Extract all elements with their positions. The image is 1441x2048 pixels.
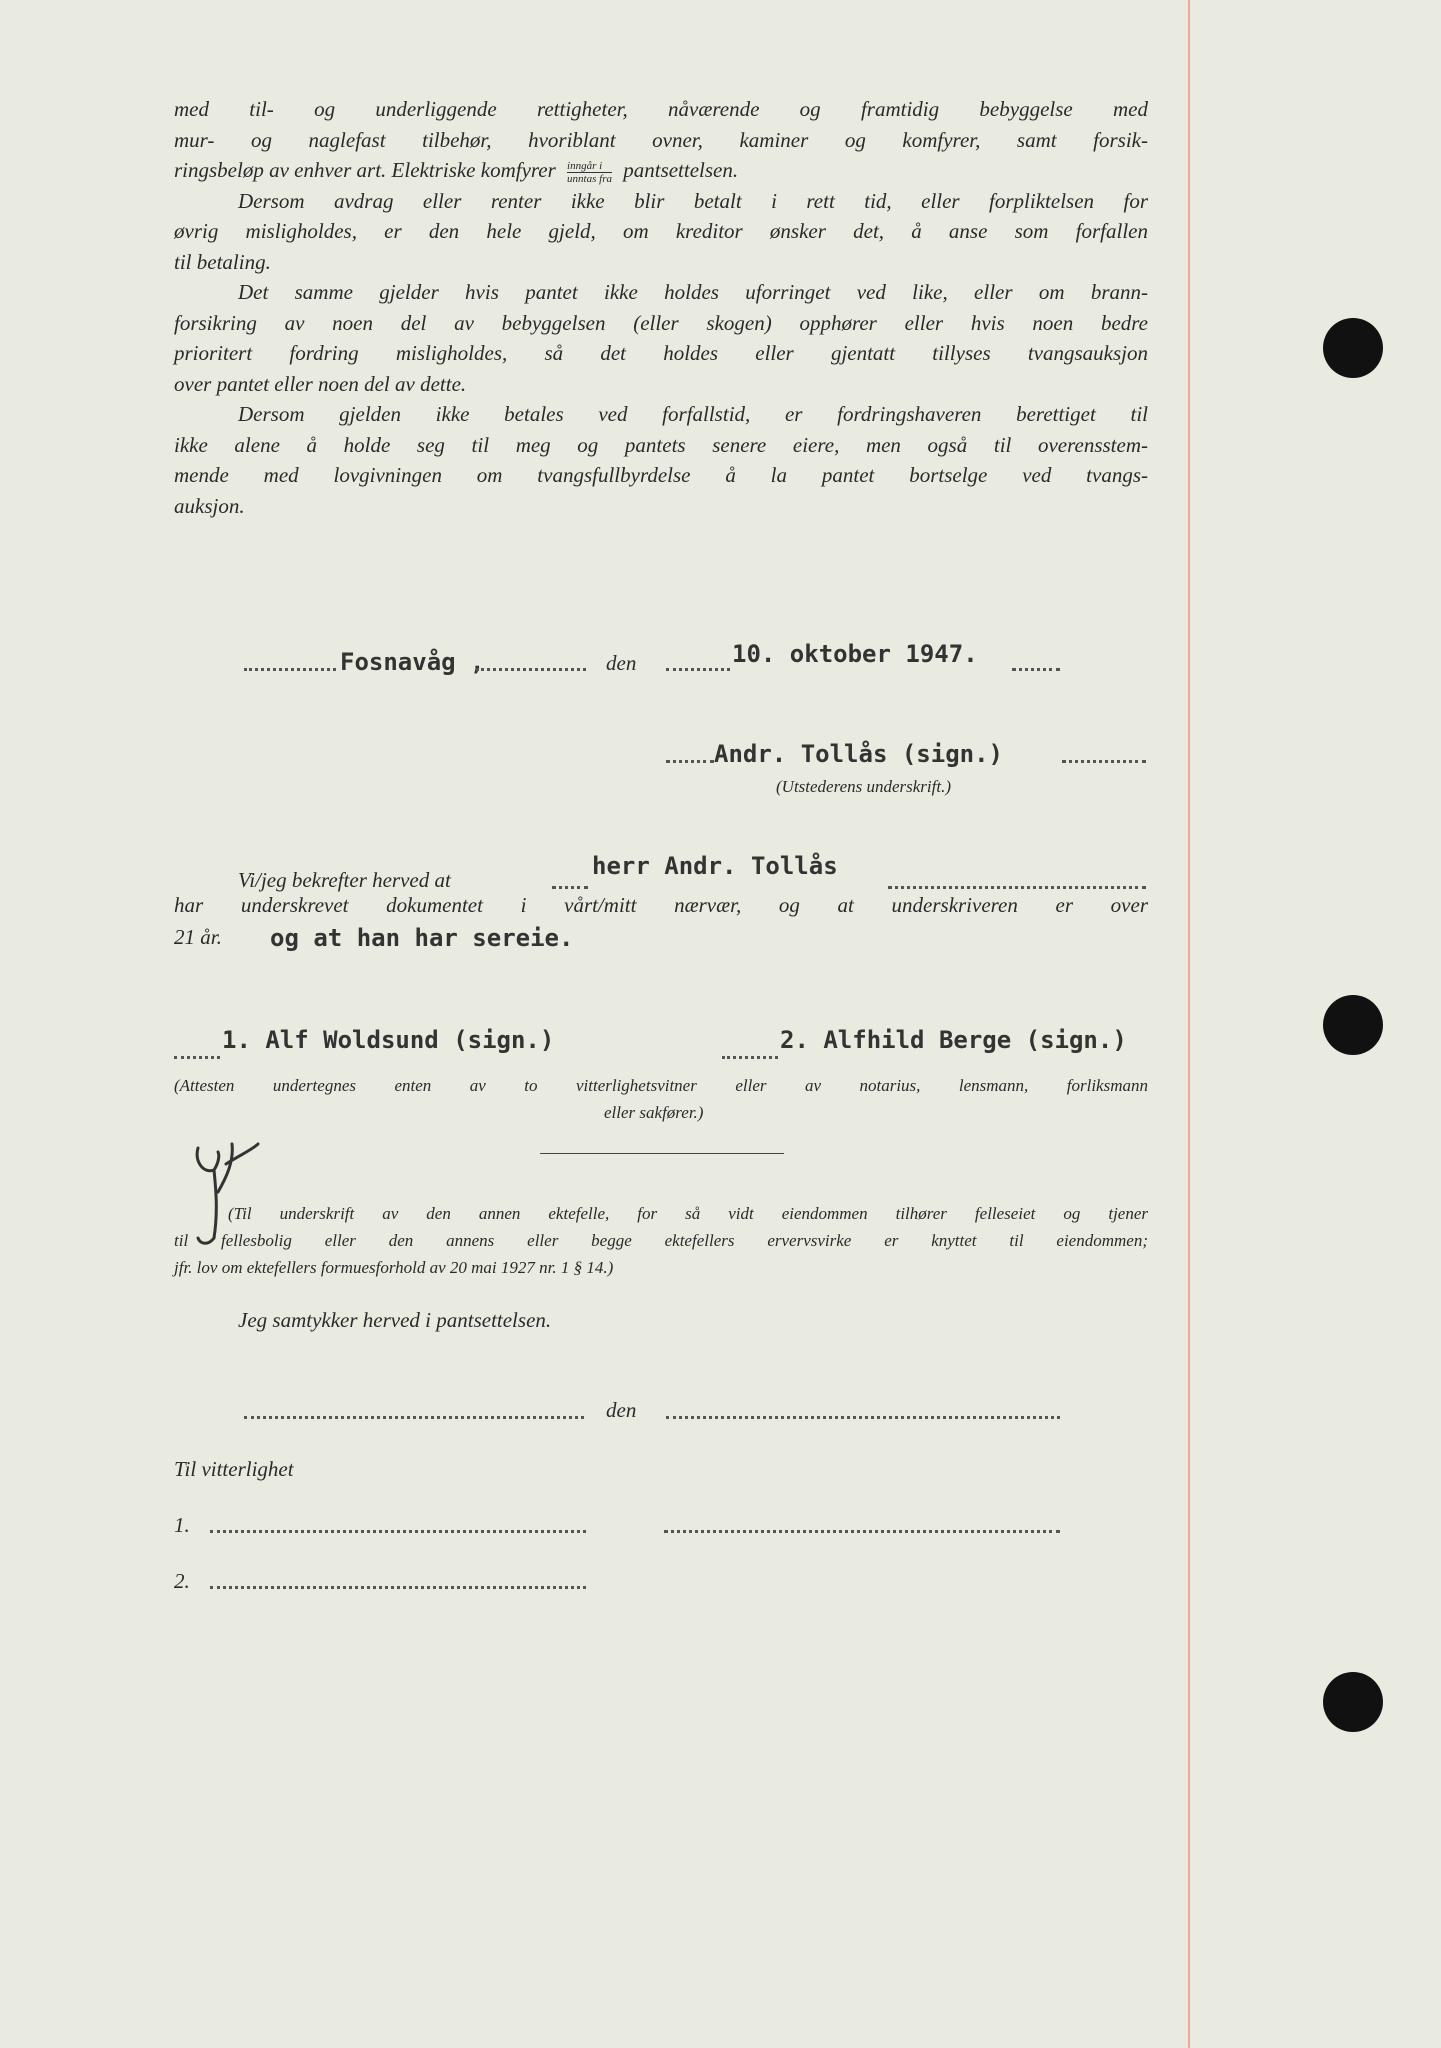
terms-line: til betaling. [174, 249, 271, 274]
spouse-note: (Til underskrift av den annen ektefelle, for så vidt eiendommen tilhører felleseiet og tjener [228, 1204, 1148, 1223]
spouse-note: jfr. lov om ektefellers formuesforhold av 20 mai 1927 nr. 1 § 14.) [174, 1258, 614, 1277]
dotted-line [666, 760, 714, 763]
red-margin-line [1188, 0, 1190, 2048]
dotted-line [722, 1056, 778, 1059]
confirm-name: herr Andr. Tollås [592, 852, 838, 880]
dotted-line [1012, 668, 1060, 671]
dotted-line [476, 668, 586, 671]
terms-line [174, 155, 1148, 186]
terms-line: over pantet eller noen del av dette. [174, 371, 467, 396]
punch-hole-bottom [1323, 1672, 1383, 1732]
issuer-signature: Andr. Tollås (sign.) [714, 740, 1003, 768]
date-field: 10. oktober 1947. [732, 640, 978, 668]
terms-line: prioritert fordring misligholdes, så det holdes eller gjentatt tillyses tvangsauksjon [174, 341, 1148, 365]
dotted-line [174, 1056, 220, 1059]
witness-2-signature: 2. Alfhild Berge (sign.) [780, 1026, 1127, 1054]
witness-title: Til vitterlighet [174, 1457, 294, 1481]
terms-paragraphs [174, 94, 1148, 521]
dotted-line [244, 1416, 584, 1419]
dotted-line [1062, 760, 1146, 763]
dotted-line [664, 1530, 1060, 1533]
witness-1-signature: 1. Alf Woldsund (sign.) [222, 1026, 555, 1054]
terms-line: Dersom gjelden ikke betales ved forfallstid, er fordringshaveren berettiget til [238, 402, 1148, 426]
terms-line: mur- og naglefast tilbehør, hvoriblant ovner, kaminer og komfyrer, samt forsik- [174, 127, 1148, 152]
dotted-line [552, 886, 588, 889]
terms-line: med til- og underliggende rettigheter, nåværende og framtidig bebyggelse med [174, 97, 1148, 121]
separator-line [540, 1153, 784, 1154]
den-label: den [606, 651, 637, 675]
terms-text: ringsbeløp av enhver art. Elektriske komfyrer [174, 158, 556, 182]
dotted-line [244, 668, 336, 671]
terms-line: auksjon. [174, 493, 245, 518]
witness-number-1: 1. [174, 1513, 190, 1537]
terms-line: Dersom avdrag eller renter ikke blir betalt i rett tid, eller forpliktelsen for [238, 188, 1148, 213]
issuer-caption: (Utstederens underskrift.) [776, 777, 952, 796]
confirm-text: Vi/jeg bekrefter herved at [238, 868, 451, 892]
choice-fraction [567, 160, 612, 185]
fraction-top: inngår i [567, 160, 612, 173]
dotted-line [666, 668, 730, 671]
consent-text: Jeg samtykker herved i pantsettelsen. [238, 1308, 552, 1332]
dotted-line [210, 1530, 586, 1533]
terms-line: mende med lovgivningen om tvangsfullbyrdelse å la pantet bortselge ved tvangs- [174, 463, 1148, 487]
typed-addition: og at han har sereie. [270, 924, 574, 952]
terms-line: Det samme gjelder hvis pantet ikke holdes uforringet ved like, eller om brann- [238, 280, 1148, 304]
spouse-note: til fellesbolig eller den annens eller begge ektefellers ervervsvirke er knyttet til eiendommen; [174, 1231, 1148, 1250]
witness-line: har underskrevet dokumentet i vårt/mitt nærvær, og at underskriveren er over [174, 893, 1148, 917]
dotted-line [666, 1416, 1060, 1419]
terms-line: øvrig misligholdes, er den hele gjeld, om kreditor ønsker det, å anse som forfallen [174, 219, 1148, 243]
witness-number-2: 2. [174, 1569, 190, 1593]
witness-line-start: 21 år. [174, 925, 222, 949]
terms-line: ikke alene å holde seg til meg og pantets senere eiere, men også til overensstem- [174, 432, 1148, 457]
dotted-line [210, 1586, 586, 1589]
witness-note: (Attesten undertegnes enten av to vitterlighetsvitner eller av notarius, lensmann, forliksmann [174, 1076, 1148, 1095]
fraction-bottom: unntas fra [567, 172, 612, 185]
place-field: Fosnavåg , [340, 648, 485, 676]
dotted-line [888, 886, 1146, 889]
punch-hole-top [1323, 318, 1383, 378]
terms-line: forsikring av noen del av bebyggelsen (eller skogen) opphører eller hvis noen bedre [174, 310, 1148, 335]
witness-note-end: eller sakfører.) [604, 1103, 704, 1122]
punch-hole-middle [1323, 995, 1383, 1055]
den-label: den [606, 1398, 637, 1422]
terms-text: pantsettelsen. [623, 158, 739, 182]
